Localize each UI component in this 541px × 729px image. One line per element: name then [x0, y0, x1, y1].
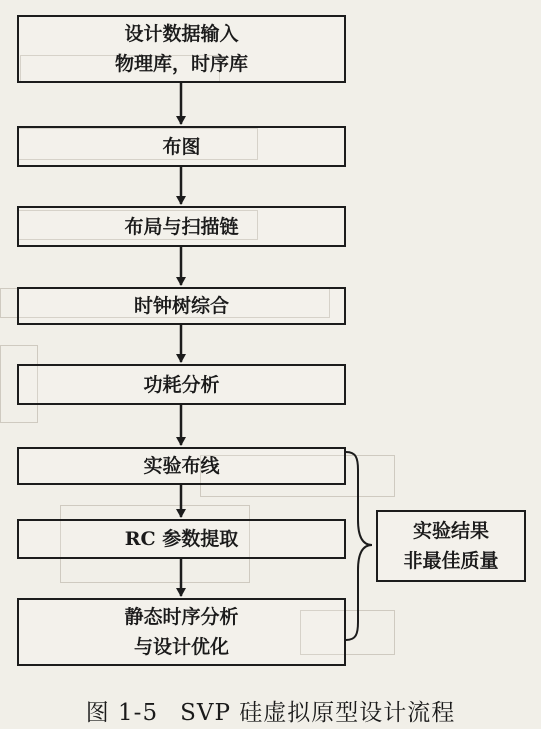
step-trial-routing: [17, 447, 346, 485]
result-label: 非最佳质量: [403, 550, 499, 572]
result-note-box: [376, 510, 526, 582]
step-power-analysis: [17, 364, 346, 405]
step-label: 功耗分析: [143, 373, 220, 396]
step-clock-tree-synthesis: [17, 287, 346, 325]
step-sta-optimization: [17, 598, 346, 666]
step-label: 时钟树综合: [133, 295, 229, 317]
step-label: 静态时序分析: [124, 606, 239, 628]
step-floorplan: [17, 126, 346, 167]
step-label: 实验布线: [143, 455, 220, 477]
result-label: 实验结果: [412, 520, 489, 542]
figure-caption: [0, 694, 541, 727]
step-label: 布局与扫描链: [124, 215, 239, 238]
step-label: 设计数据输入: [124, 23, 239, 45]
step-placement-scan-chain: [17, 206, 346, 247]
step-label: RC 参数提取: [124, 528, 239, 550]
step-label: 物理库，时序库: [114, 53, 248, 75]
step-label: 与设计优化: [133, 636, 229, 658]
step-label: 布图: [162, 135, 201, 158]
figure-title: SVP 硅虚拟原型设计流程: [180, 700, 456, 726]
step-design-data-input: [17, 15, 346, 83]
group-brace: [346, 452, 372, 640]
step-rc-extraction: [17, 519, 346, 559]
figure-number: 图 1-5: [85, 700, 159, 726]
